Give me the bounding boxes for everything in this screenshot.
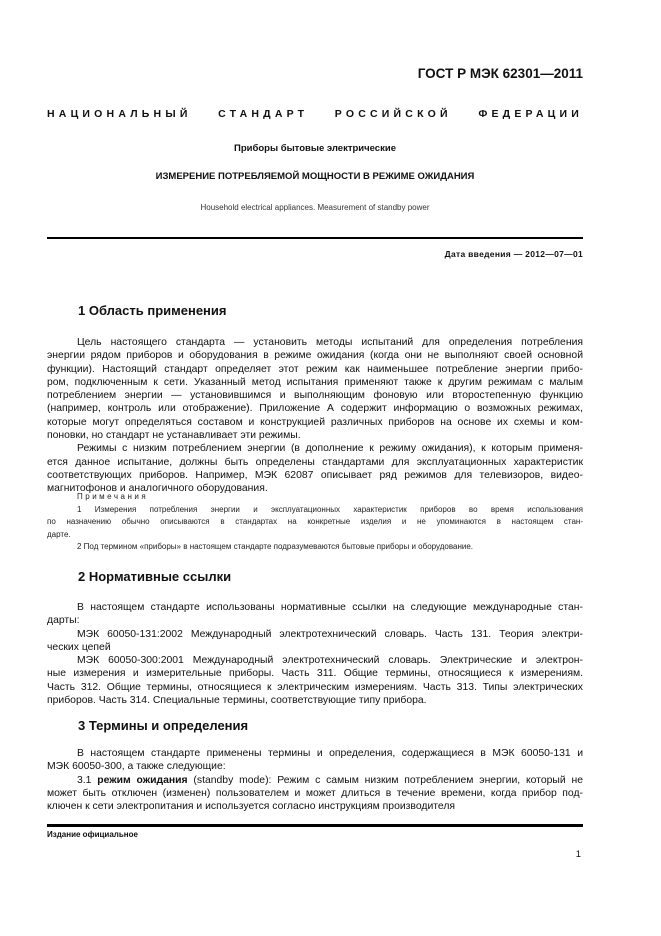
text-line: ные измерения и измерительные приборы. Часть 311. Общие термины, относящиеся к измерениям. xyxy=(47,668,583,680)
text-line: (например, контроль или отображение). Приложение А содержит информацию о возможных режимах, xyxy=(47,403,583,415)
text-line: дарты: xyxy=(47,615,80,627)
definition-text: (standby mode): Режим с самым низким потреблением энергии, который не xyxy=(187,774,583,786)
edition-label: Издание официальное xyxy=(47,830,138,839)
text-line: В настоящем стандарте применены термины и определения, содержащиеся в МЭК 60050-131 и xyxy=(77,748,583,759)
text-line: ключен к сети электропитания и используется согласно инструкциям производителя xyxy=(47,801,456,813)
section-2-body xyxy=(47,601,583,707)
text-line: Цель настоящего стандарта — установить методы испытаний для определения потребления xyxy=(77,337,583,348)
english-title: Household electrical appliances. Measurement of standby power xyxy=(200,203,430,212)
notes-title: Примечания xyxy=(77,492,149,501)
text-line: потреблением энергии — установившимся и выполняющим фоновую или второстепенную функцию xyxy=(47,390,583,402)
section-3-body xyxy=(47,747,583,813)
definition-number: 3.1 xyxy=(77,774,98,786)
divider xyxy=(47,237,583,239)
banner-word: ФЕДЕРАЦИИ xyxy=(478,108,583,120)
text-line: по назначению обычно описываются в стандартах на конкретные изделия и не упоминаются в настоящем стан- xyxy=(47,517,583,526)
text-line: 1 Измерения потребления энергии и эксплуатационных характеристик приборов во время использования xyxy=(77,504,583,514)
banner-word: РОССИЙСКОЙ xyxy=(334,108,452,120)
section-2-heading: 2 Нормативные ссылки xyxy=(78,569,232,584)
section-3-heading: 3 Термины и определения xyxy=(78,718,249,733)
text-line: ром, подключенным к сети. Указанный метод испытания применяют также к другим режимам с малым xyxy=(47,376,583,388)
definition-term: режим ожидания xyxy=(97,774,188,786)
subtitle: Приборы бытовые электрические xyxy=(234,143,396,154)
banner-word: СТАНДАРТ xyxy=(218,108,309,120)
text-line: МЭК 60050-131:2002 Международный электротехнический словарь. Часть 131. Теория электри- xyxy=(77,628,583,640)
text-line: Режимы с низким потреблением энергии (в дополнение к режиму ожидания), к которым применя- xyxy=(77,443,583,455)
definition-3-1 xyxy=(47,774,583,787)
text-line: ческих цепей xyxy=(47,641,111,653)
text-line: магнитофонов и аналогичного оборудования. xyxy=(47,483,268,495)
national-standard-banner xyxy=(47,108,583,120)
text-line: может быть отключен (изменен) пользователем и может длиться в течение времени, когда прибор под- xyxy=(47,787,583,799)
text-line: поновки, но стандарт не устанавливает эти режимы. xyxy=(47,430,301,442)
text-line: энергии рядом приборов и оборудования в режиме ожидания (когда они не выполняют своей основной xyxy=(47,350,583,362)
page-number: 1 xyxy=(575,849,581,860)
text-line: которые могут определяться составом и конструкцией различных приборов на основе их схемы и ком- xyxy=(47,416,583,428)
text-line: ется данное испытание, должны быть определены стандартами для эксплуатационных характеристик xyxy=(47,456,583,468)
text-line: соответствующих приборов. Например, МЭК 62087 описывает ряд режимов для телевизоров, видео- xyxy=(47,469,583,481)
section-1-body xyxy=(47,336,583,496)
notes xyxy=(47,491,583,554)
section-1-heading: 1 Область применения xyxy=(78,303,227,318)
document-title: ИЗМЕРЕНИЕ ПОТРЕБЛЯЕМОЙ МОЩНОСТИ В РЕЖИМЕ ОЖИДАНИЯ xyxy=(155,171,475,182)
text-line: МЭК 60050-300, а также следующие: xyxy=(47,761,226,773)
effective-date: Дата введения — 2012—07—01 xyxy=(444,249,583,259)
text-line: В настоящем стандарте использованы нормативные ссылки на следующие международные стан- xyxy=(77,602,583,613)
text-line: дарте. xyxy=(47,529,71,539)
note-2: 2 Под термином «приборы» в настоящем стандарте подразумеваются бытовые приборы и оборудование. xyxy=(77,542,474,551)
text-line: Часть 312. Общие термины, относящиеся к электрическим измерениям. Часть 313. Типы электрических xyxy=(47,681,583,693)
text-line: приборов. Часть 314. Специальные термины, соответствующие типу прибора. xyxy=(47,695,427,707)
banner-word: НАЦИОНАЛЬНЫЙ xyxy=(47,108,192,120)
standard-code: ГОСТ Р МЭК 62301—2011 xyxy=(417,66,583,81)
divider xyxy=(47,824,583,827)
text-line: МЭК 60050-300:2001 Международный электротехнический словарь. Электрические и электрон- xyxy=(77,655,583,667)
text-line: функции). Настоящий стандарт определяет этот режим как наименьшее потребление энергии прибо- xyxy=(47,363,583,375)
